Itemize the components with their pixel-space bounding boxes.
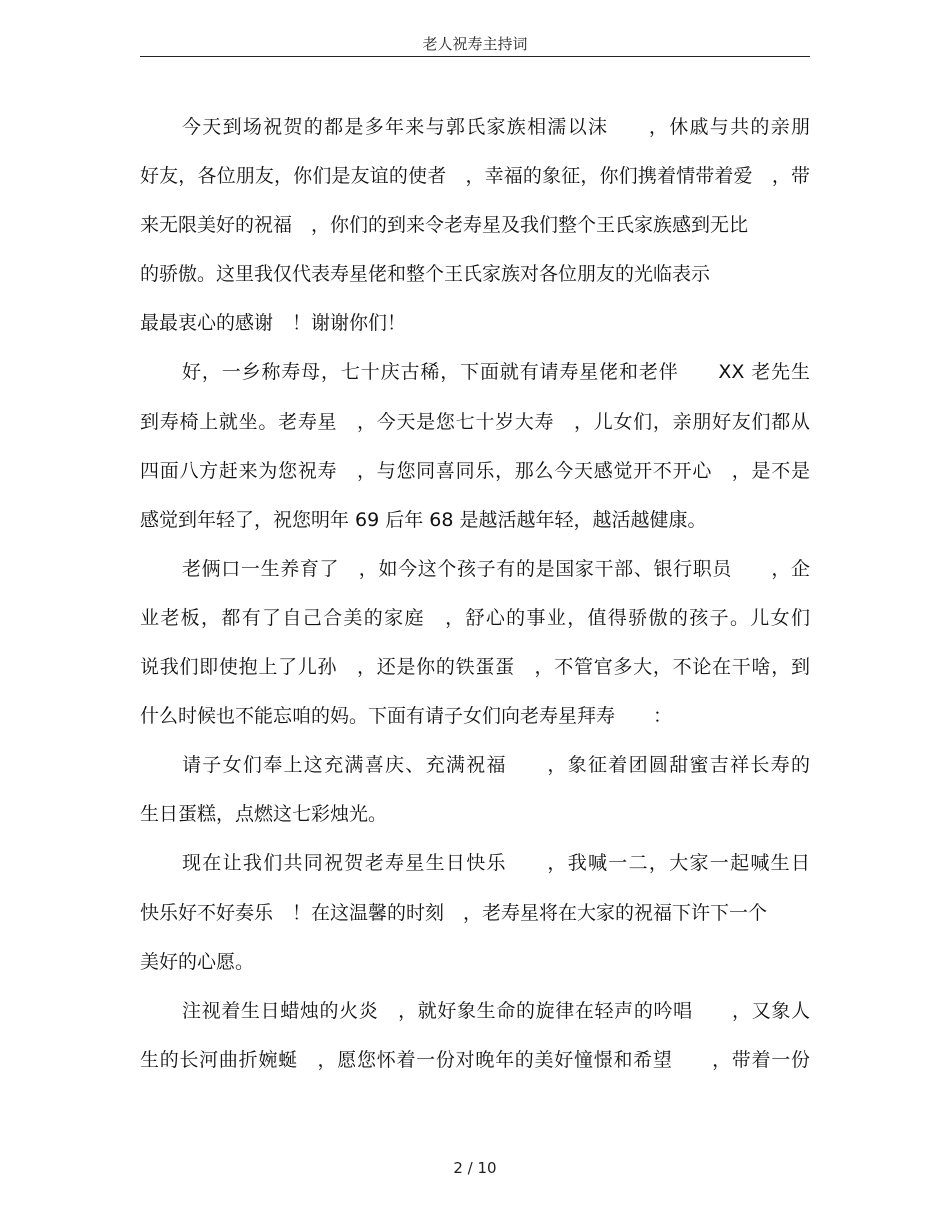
text-line: 老俩口一生养育了 ，如今这个孩子有的是国家干部、银行职员 ，企 <box>182 557 810 580</box>
text-line: 什么时候也不能忘咱的妈。下面有请子女们向老寿星拜寿 ： <box>140 705 673 728</box>
page-header-title: 老人祝寿主持词 <box>422 35 528 53</box>
text-line: 美好的心愿。 <box>140 950 255 973</box>
text-line: 业老板，都有了自己合美的家庭 ，舒心的事业，值得骄傲的孩子。儿女们 <box>140 606 810 629</box>
text-line: 最最衷心的感谢 ！谢谢你们！ <box>140 312 407 335</box>
text-line: 请子女们奉上这充满喜庆、充满祝福 ，象征着团圆甜蜜吉祥长寿的 <box>182 754 810 777</box>
header-divider <box>140 56 810 57</box>
text-line: 四面八方赶来为您祝寿 ，与您同喜同乐，那么今天感觉开不开心 ，是不是 <box>140 459 810 482</box>
text-line: 快乐好不好奏乐 ！在这温馨的时刻 ，老寿星将在大家的祝福下许下一个 <box>140 901 768 924</box>
text-line: 到寿椅上就坐。老寿星 ，今天是您七十岁大寿 ，儿女们，亲朋好友们都从 <box>140 410 810 433</box>
text-line: 来无限美好的祝福 ，你们的到来令老寿星及我们整个王氏家族感到无比 <box>140 214 749 237</box>
text-line: 生日蛋糕，点燃这七彩烛光。 <box>140 803 388 826</box>
text-line: 好，一乡称寿母，七十庆古稀，下面就有请寿星佬和老伴 XX 老先生 <box>182 361 810 384</box>
text-line: 今天到场祝贺的都是多年来与郭氏家族相濡以沫 ，休戚与共的亲朋 <box>182 116 810 138</box>
page-number: 2 / 10 <box>453 1159 497 1177</box>
text-line: 好友，各位朋友，你们是友谊的使者 ，幸福的象征，你们携着情带着爱 ，带 <box>140 165 810 188</box>
text-line: 生的长河曲折婉蜒 ，愿您怀着一份对晚年的美好憧憬和希望 ，带着一份 <box>140 1048 810 1071</box>
text-line: 感觉到年轻了，祝您明年 69 后年 68 是越活越年轻，越活越健康。 <box>140 508 707 531</box>
text-line: 注视着生日蜡烛的火炎 ，就好象生命的旋律在轻声的吟唱 ，又象人 <box>182 999 810 1022</box>
text-line: 现在让我们共同祝贺老寿星生日快乐 ，我喊一二，大家一起喊生日 <box>182 852 810 875</box>
text-line: 的骄傲。这里我仅代表寿星佬和整个王氏家族对各位朋友的光临表示 <box>140 263 711 286</box>
document-body <box>140 103 810 1085</box>
text-line: 说我们即使抱上了儿孙 ，还是你的铁蛋蛋 ，不管官多大，不论在干啥，到 <box>140 656 810 679</box>
